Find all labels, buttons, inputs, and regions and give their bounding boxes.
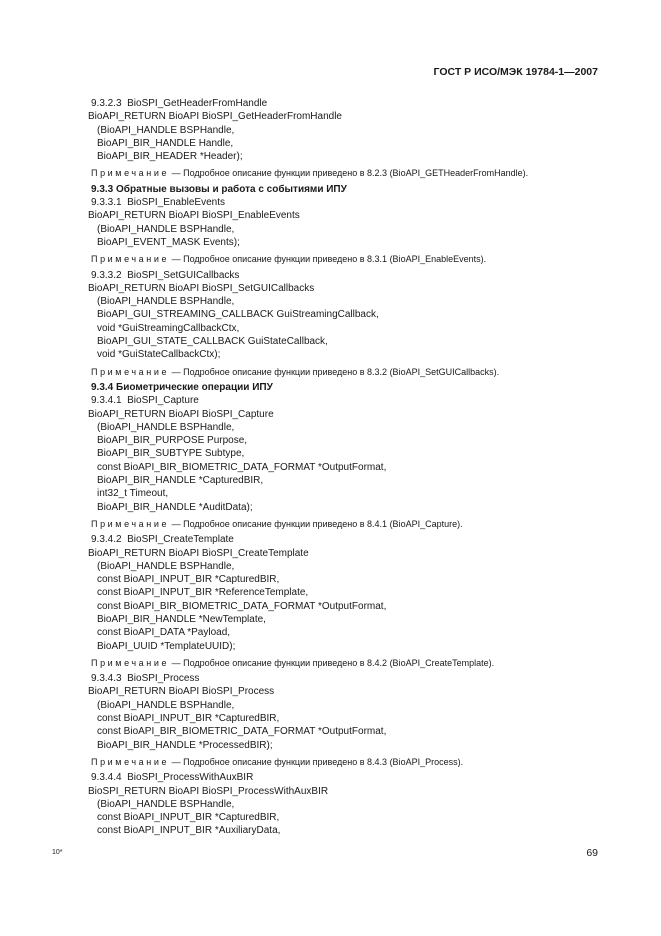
- code-parameter-line: BioAPI_EVENT_MASK Events);: [97, 236, 240, 248]
- code-parameter-line: BioAPI_BIR_HEADER *Header);: [97, 151, 243, 163]
- clause-heading: 9.3.4.3 BioSPI_Process: [91, 673, 200, 685]
- note-reference: 8.4.2 (BioAPI_CreateTemplate).: [367, 657, 495, 668]
- note-text: Подробное описание функции приведено в: [183, 254, 365, 265]
- code-parameter-line: (BioAPI_HANDLE BSPHandle,: [97, 296, 235, 308]
- clause-heading: 9.3.4.1 BioSPI_Capture: [91, 395, 199, 407]
- note-text: Подробное описание функции приведено в: [183, 168, 365, 179]
- note-label: Примечание: [91, 254, 170, 265]
- code-parameter-line: void *GuiStreamingCallbackCtx,: [97, 322, 240, 334]
- standard-header: ГОСТ Р ИСО/МЭК 19784-1—2007: [433, 66, 598, 78]
- note-label: Примечание: [91, 366, 170, 377]
- code-parameter-line: BioAPI_UUID *TemplateUUID);: [97, 640, 236, 652]
- code-parameter-line: const BioAPI_INPUT_BIR *CapturedBIR,: [97, 713, 280, 725]
- note-line: Примечание — Подробное описание функции приведено в 8.4.2 (BioAPI_CreateTemplate).: [91, 657, 495, 668]
- note-reference: 8.2.3 (BioAPI_GETHeaderFromHandle).: [367, 168, 529, 179]
- code-parameter-line: BioAPI_GUI_STATE_CALLBACK GuiStateCallback,: [97, 336, 328, 348]
- code-parameter-line: (BioAPI_HANDLE BSPHandle,: [97, 124, 235, 136]
- note-line: Примечание — Подробное описание функции приведено в 8.4.1 (BioAPI_Capture).: [91, 518, 463, 529]
- code-parameter-line: BioAPI_BIR_PURPOSE Purpose,: [97, 435, 248, 447]
- clause-heading: 9.3.2.3 BioSPI_GetHeaderFromHandle: [91, 98, 268, 109]
- note-line: Примечание — Подробное описание функции приведено в 8.2.3 (BioAPI_GETHeaderFromHandle).: [91, 168, 529, 179]
- code-parameter-line: BioAPI_BIR_SUBTYPE Subtype,: [97, 448, 245, 460]
- code-parameter-line: const BioAPI_BIR_BIOMETRIC_DATA_FORMAT *OutputFormat,: [97, 726, 387, 738]
- code-parameter-line: const BioAPI_INPUT_BIR *CapturedBIR,: [97, 574, 280, 586]
- note-line: Примечание — Подробное описание функции приведено в 8.4.3 (BioAPI_Process).: [91, 756, 464, 767]
- document-body: [88, 97, 608, 838]
- note-reference: 8.3.2 (BioAPI_SetGUICallbacks).: [367, 366, 500, 377]
- note-line: Примечание — Подробное описание функции приведено в 8.3.2 (BioAPI_SetGUICallbacks).: [91, 366, 500, 377]
- note-label: Примечание: [91, 518, 170, 529]
- code-parameter-line: const BioAPI_BIR_BIOMETRIC_DATA_FORMAT *OutputFormat,: [97, 461, 387, 473]
- code-parameter-line: const BioAPI_INPUT_BIR *ReferenceTemplate,: [97, 587, 309, 599]
- code-parameter-line: int32_t Timeout,: [97, 488, 169, 500]
- code-signature-line: BioAPI_RETURN BioAPI BioSPI_Capture: [88, 408, 274, 420]
- section-heading: 9.3.3 Обратные вызовы и работа с событиями ИПУ: [91, 183, 347, 195]
- code-parameter-line: const BioAPI_INPUT_BIR *AuxiliaryData,: [97, 825, 281, 837]
- note-reference: 8.4.3 (BioAPI_Process).: [367, 756, 464, 767]
- sheet-mark: 10*: [52, 849, 63, 856]
- code-signature-line: BioAPI_RETURN BioAPI BioSPI_Process: [88, 686, 275, 698]
- note-text: Подробное описание функции приведено в: [183, 756, 365, 767]
- code-parameter-line: BioAPI_GUI_STREAMING_CALLBACK GuiStreamingCallback,: [97, 309, 379, 321]
- code-parameter-line: const BioAPI_INPUT_BIR *CapturedBIR,: [97, 812, 280, 824]
- code-signature-line: BioAPI_RETURN BioAPI BioSPI_GetHeaderFromHandle: [88, 111, 342, 123]
- clause-heading: 9.3.3.2 BioSPI_SetGUICallbacks: [91, 269, 240, 281]
- code-parameter-line: BioAPI_BIR_HANDLE *CapturedBIR,: [97, 475, 264, 487]
- code-parameter-line: void *GuiStateCallbackCtx);: [97, 349, 221, 361]
- clause-heading: 9.3.4.2 BioSPI_CreateTemplate: [91, 534, 234, 546]
- note-label: Примечание: [91, 756, 170, 767]
- note-reference: 8.4.1 (BioAPI_Capture).: [367, 518, 463, 529]
- code-signature-line: BioAPI_RETURN BioAPI BioSPI_CreateTemplate: [88, 547, 309, 559]
- code-parameter-line: BioAPI_BIR_HANDLE Handle,: [97, 137, 234, 149]
- code-signature-line: BioAPI_RETURN BioAPI BioSPI_SetGUICallbacks: [88, 282, 315, 294]
- code-parameter-line: BioAPI_BIR_HANDLE *ProcessedBIR);: [97, 739, 273, 751]
- page-number: 69: [586, 847, 598, 859]
- code-signature-line: BioSPI_RETURN BioAPI BioSPI_ProcessWithAuxBIR: [88, 785, 329, 797]
- code-signature-line: BioAPI_RETURN BioAPI BioSPI_EnableEvents: [88, 210, 300, 222]
- note-reference: 8.3.1 (BioAPI_EnableEvents).: [367, 254, 487, 265]
- note-text: Подробное описание функции приведено в: [183, 657, 365, 668]
- code-parameter-line: (BioAPI_HANDLE BSPHandle,: [97, 699, 235, 711]
- note-label: Примечание: [91, 168, 170, 179]
- note-text: Подробное описание функции приведено в: [183, 366, 365, 377]
- code-parameter-line: (BioAPI_HANDLE BSPHandle,: [97, 421, 235, 433]
- code-parameter-line: const BioAPI_DATA *Payload,: [97, 627, 231, 639]
- note-label: Примечание: [91, 657, 170, 668]
- code-parameter-line: BioAPI_BIR_HANDLE *NewTemplate,: [97, 613, 266, 625]
- section-heading: 9.3.4 Биометрические операции ИПУ: [91, 381, 273, 393]
- code-parameter-line: BioAPI_BIR_HANDLE *AuditData);: [97, 501, 253, 513]
- code-parameter-line: (BioAPI_HANDLE BSPHandle,: [97, 560, 235, 572]
- clause-heading: 9.3.3.1 BioSPI_EnableEvents: [91, 197, 225, 209]
- code-parameter-line: (BioAPI_HANDLE BSPHandle,: [97, 223, 235, 235]
- code-parameter-line: (BioAPI_HANDLE BSPHandle,: [97, 798, 235, 810]
- code-parameter-line: const BioAPI_BIR_BIOMETRIC_DATA_FORMAT *OutputFormat,: [97, 600, 387, 612]
- note-text: Подробное описание функции приведено в: [183, 518, 365, 529]
- clause-heading: 9.3.4.4 BioSPI_ProcessWithAuxBIR: [91, 772, 254, 784]
- note-line: Примечание — Подробное описание функции приведено в 8.3.1 (BioAPI_EnableEvents).: [91, 254, 487, 265]
